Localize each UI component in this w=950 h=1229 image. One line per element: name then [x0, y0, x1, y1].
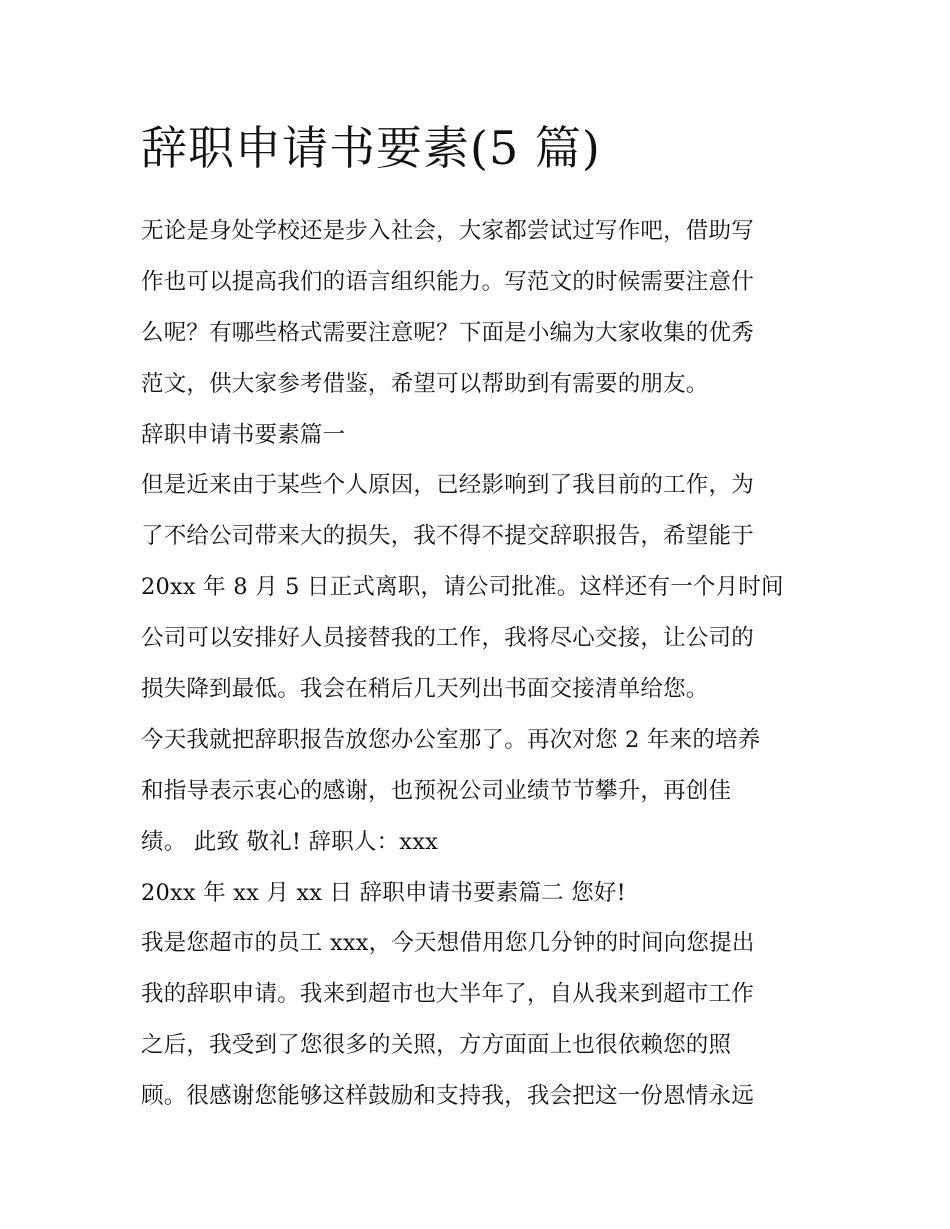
- body-line: 我的辞职申请。我来到超市也大半年了，自从我来到超市工作: [141, 981, 754, 1008]
- closing-line: 绩。 此致 敬礼! 辞职人：xxx: [141, 828, 438, 855]
- section-heading-1: 辞职申请书要素篇一: [141, 421, 346, 448]
- document-body: [141, 206, 813, 1122]
- body-line: 公司可以安排好人员接替我的工作，我将尽心交接，让公司的: [141, 625, 754, 652]
- body-line: 但是近来由于某些个人原因，已经影响到了我目前的工作，为: [141, 472, 754, 499]
- document-title: 辞职申请书要素(5 篇): [141, 121, 601, 175]
- body-line: 了不给公司带来大的损失，我不得不提交辞职报告，希望能于: [141, 523, 754, 550]
- body-line: 损失降到最低。我会在稍后几天列出书面交接清单给您。: [141, 676, 709, 703]
- body-line: 作也可以提高我们的语言组织能力。写范文的时候需要注意什: [141, 268, 754, 295]
- body-line: 无论是身处学校还是步入社会，大家都尝试过写作吧，借助写: [141, 218, 754, 244]
- body-line: 20xx 年 8 月 5 日正式离职，请公司批准。这样还有一个月时间: [141, 574, 784, 601]
- body-line: 范文，供大家参考借鉴，希望可以帮助到有需要的朋友。: [141, 370, 709, 397]
- body-line: 么呢？有哪些格式需要注意呢？下面是小编为大家收集的优秀: [141, 319, 754, 346]
- body-line: 我是您超市的员工 xxx，今天想借用您几分钟的时间向您提出: [141, 930, 755, 957]
- body-line: 顾。很感谢您能够这样鼓励和支持我，我会把这一份恩情永远: [141, 1083, 754, 1110]
- body-line: 和指导表示衷心的感谢，也预祝公司业绩节节攀升，再创佳: [141, 777, 732, 804]
- body-line: 之后，我受到了您很多的关照，方方面面上也很依赖您的照: [141, 1032, 732, 1059]
- body-line: 今天我就把辞职报告放您办公室那了。再次对您 2 年来的培养: [141, 726, 761, 753]
- document-page: [141, 108, 813, 1122]
- date-and-section-heading-2: 20xx 年 xx 月 xx 日 辞职申请书要素篇二 您好!: [141, 879, 626, 906]
